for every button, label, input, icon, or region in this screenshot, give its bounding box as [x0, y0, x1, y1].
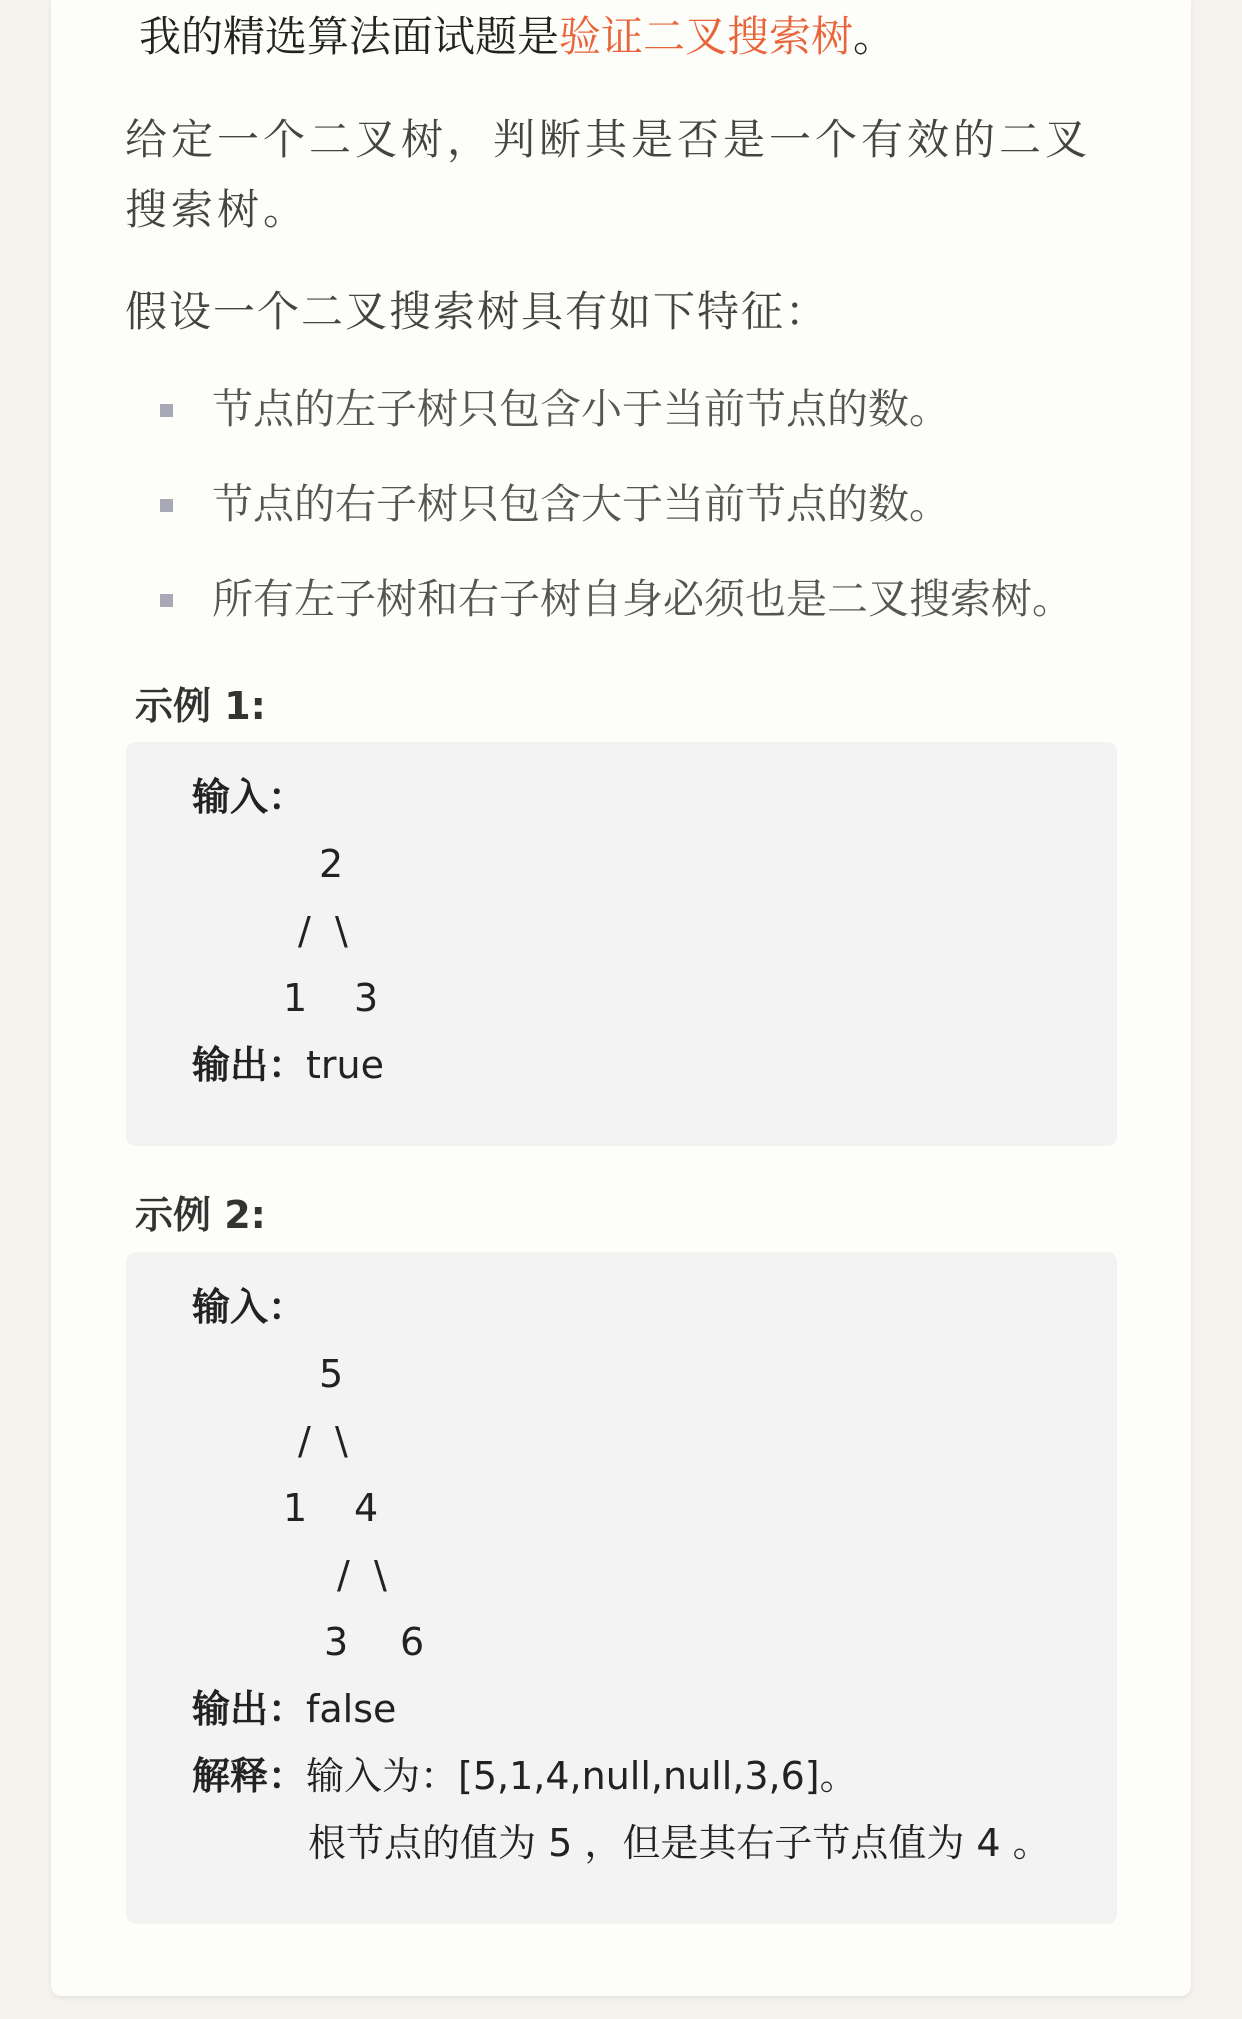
example-1-output-value: true [306, 1043, 385, 1087]
example-2-title: 示例 2: [135, 1193, 266, 1237]
tree-node: 2 [319, 842, 344, 886]
list-item [160, 370, 1073, 465]
square-bullet-icon [160, 404, 173, 417]
example-2-explain-line-1: 输入为：[5,1,4,null,null,3,6]。 [306, 1754, 858, 1798]
example-2-explanation [192, 1751, 858, 1801]
rule-text: 节点的右子树只包含大于当前节点的数。 [212, 480, 950, 528]
tree-node: 3 [354, 976, 379, 1020]
example-2-code-block [126, 1252, 1117, 1924]
tree-branch: / \ [337, 1553, 387, 1597]
problem-description: 给定一个二叉树，判断其是否是一个有效的二叉搜索树。 [125, 115, 1092, 234]
example-2-output-value: false [306, 1687, 397, 1731]
intro-text [139, 5, 895, 69]
example-1-input-label: 输入： [192, 775, 307, 819]
intro-suffix: 。 [853, 12, 896, 61]
square-bullet-icon [160, 499, 173, 512]
tree-branch: / \ [298, 1419, 348, 1463]
rule-text: 所有左子树和右子树自身必须也是二叉搜索树。 [212, 575, 1073, 623]
tree-node: 4 [354, 1486, 379, 1530]
intro-prefix: 我的精选算法面试题是 [139, 12, 560, 61]
rule-list [160, 370, 1073, 655]
square-bullet-icon [160, 594, 173, 607]
list-item [160, 560, 1073, 655]
problem-assumption: 假设一个二叉搜索树具有如下特征： [125, 287, 830, 336]
tree-node: 5 [319, 1352, 344, 1396]
example-1-output [192, 1040, 384, 1090]
rule-text: 节点的左子树只包含小于当前节点的数。 [212, 385, 950, 433]
problem-title-link[interactable]: 验证二叉搜索树 [559, 12, 854, 61]
tree-branch: / \ [298, 909, 348, 953]
list-item [160, 465, 1073, 560]
tree-node: 3 [324, 1620, 349, 1664]
tree-node: 6 [400, 1620, 425, 1664]
example-1-output-label: 输出： [192, 1043, 307, 1087]
example-2-input-label: 输入： [192, 1285, 307, 1329]
example-2-output [192, 1684, 396, 1734]
example-2-explain-label: 解释： [192, 1754, 307, 1798]
example-1-code-block [126, 742, 1117, 1146]
tree-node: 1 [283, 976, 308, 1020]
example-2-output-label: 输出： [192, 1687, 307, 1731]
tree-node: 1 [283, 1486, 308, 1530]
example-1-title: 示例 1: [135, 684, 266, 728]
example-2-explain-line-2: 根节点的值为 5 ，但是其右子节点值为 4 。 [308, 1821, 1051, 1865]
